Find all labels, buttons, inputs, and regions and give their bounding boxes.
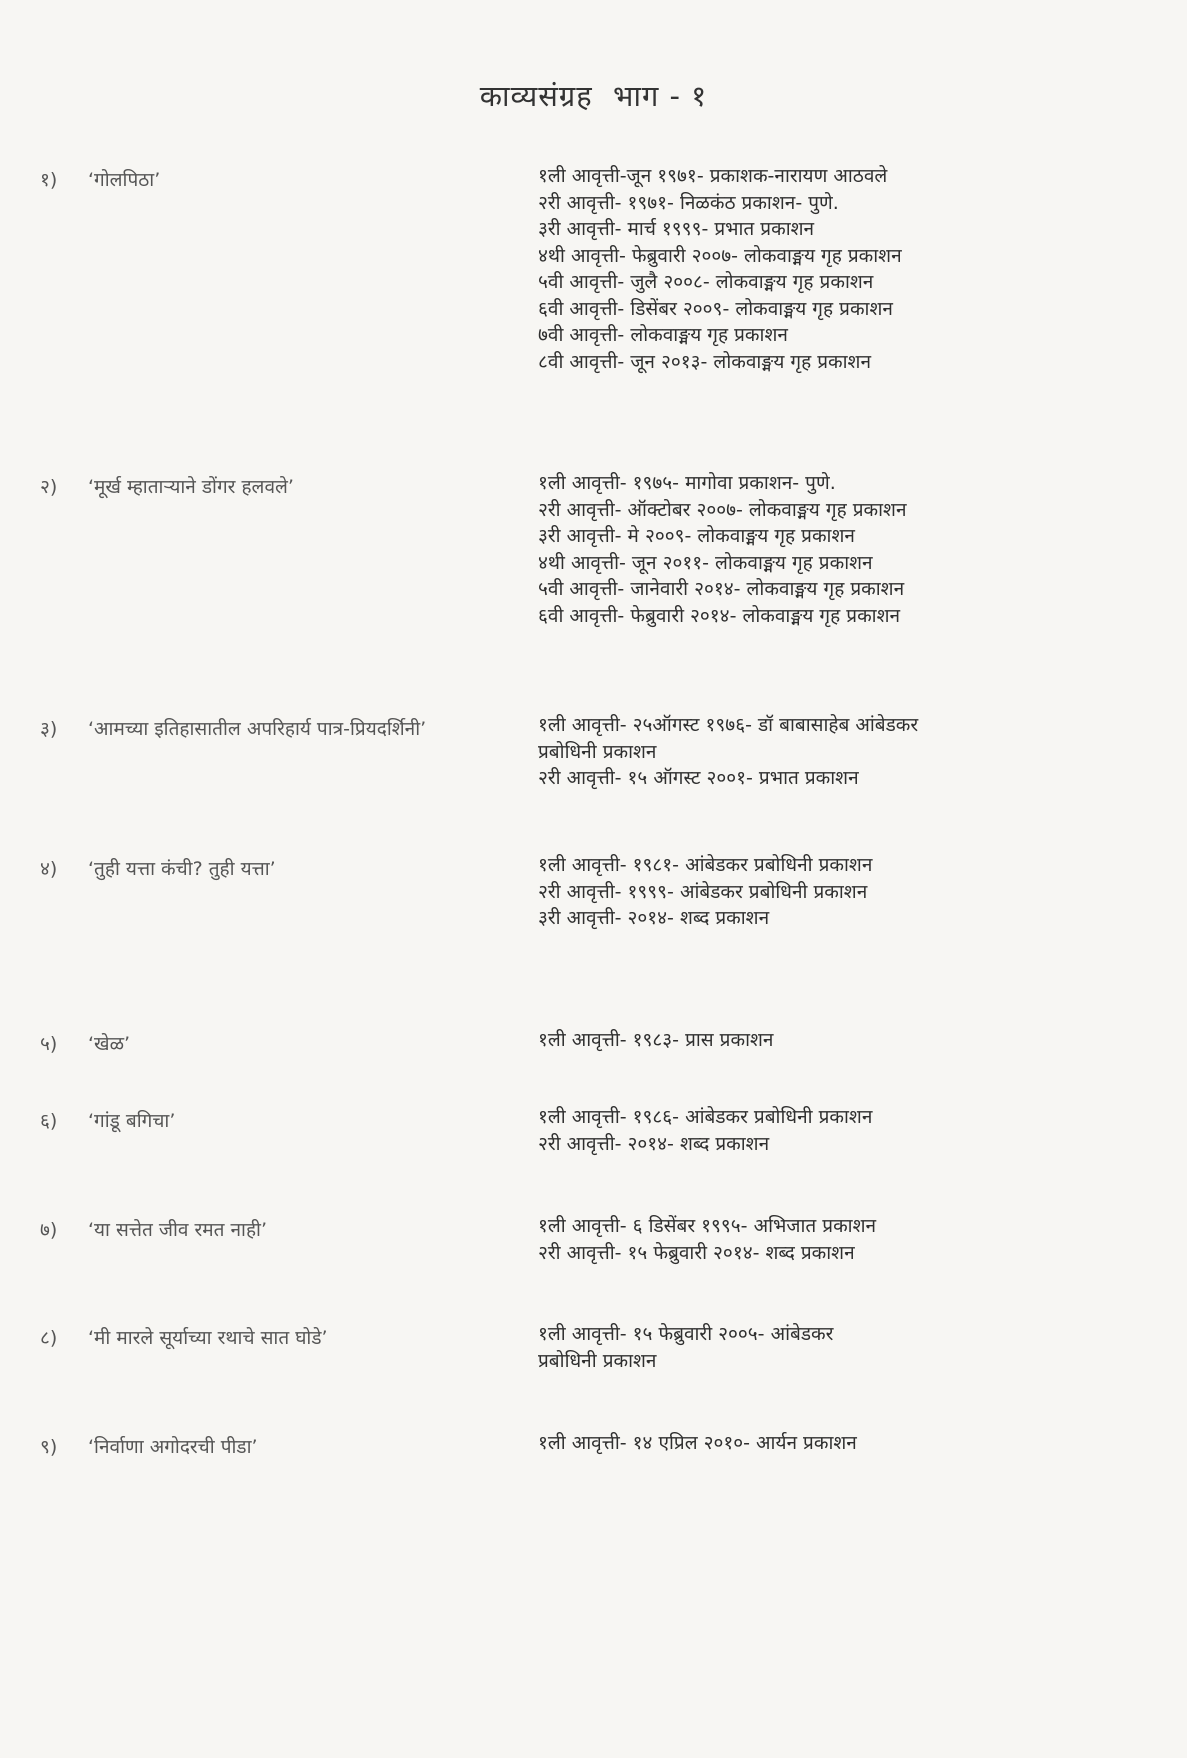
edition-line: २री आवृत्ती- ऑक्टोबर २००७- लोकवाङ्मय गृह प्रकाशन	[538, 498, 907, 521]
entry-number: १)	[40, 169, 58, 191]
edition-list	[538, 1107, 1008, 1160]
edition-line: ५वी आवृत्ती- जुलै २००८- लोकवाङ्मय गृह प्रकाशन	[538, 271, 874, 293]
edition-line: ४थी आवृत्ती- जून २०११- लोकवाङ्मय गृह प्रकाशन	[538, 551, 873, 574]
page-title: काव्यसंग्रह भाग - १	[479, 79, 708, 113]
edition-line: ७वी आवृत्ती- लोकवाङ्मय गृह प्रकाशन	[538, 324, 788, 346]
edition-line: ३री आवृत्ती- २०१४- शब्द प्रकाशन	[538, 907, 770, 929]
edition-line: ३री आवृत्ती- मार्च १९९९- प्रभात प्रकाशन	[538, 218, 815, 240]
work-title: ‘गांडू बगिचा’	[88, 1110, 176, 1132]
edition-list	[538, 166, 1008, 378]
entry-number: ५)	[40, 1033, 58, 1055]
edition-line: १ली आवृत्ती- ६ डिसेंबर १९९५- अभिजात प्रकाशन	[538, 1215, 877, 1237]
work-title: ‘गोलपिठा’	[88, 169, 161, 191]
entry-number: ४)	[40, 858, 58, 880]
edition-line: ८वी आवृत्ती- जून २०१३- लोकवाङ्मय गृह प्रकाशन	[538, 350, 872, 373]
work-title: ‘या सत्तेत जीव रमत नाही’	[88, 1219, 268, 1241]
edition-line: १ली आवृत्ती- १९८१- आंबेडकर प्रबोधिनी प्रकाशन	[538, 854, 873, 876]
edition-line: १ली आवृत्ती- १९७५- मागोवा प्रकाशन- पुणे.	[538, 472, 836, 494]
entry-number: ९)	[40, 1436, 58, 1458]
edition-line: १ली आवृत्ती- २५ऑगस्ट १९७६- डॉ बाबासाहेब आंबेडकर	[538, 714, 919, 736]
edition-list	[538, 1216, 1008, 1269]
edition-line: १ली आवृत्ती- १९८६- आंबेडकर प्रबोधिनी प्रकाशन	[538, 1106, 873, 1128]
edition-line: २री आवृत्ती- १९९९- आंबेडकर प्रबोधिनी प्रकाशन	[538, 880, 868, 903]
edition-list	[538, 1030, 1008, 1057]
edition-line: २री आवृत्ती- २०१४- शब्द प्रकाशन	[538, 1132, 770, 1155]
work-title: ‘तुही यत्ता कंची? तुही यत्ता’	[88, 858, 276, 880]
edition-list	[538, 1433, 1008, 1460]
edition-line: ५वी आवृत्ती- जानेवारी २०१४- लोकवाङ्मय गृह प्रकाशन	[538, 578, 905, 600]
entry-number: ७)	[40, 1219, 58, 1241]
work-title: ‘आमच्या इतिहासातील अपरिहार्य पात्र-प्रियदर्शिनी’	[88, 718, 427, 740]
work-title: ‘निर्वाणा अगोदरची पीडा’	[88, 1436, 258, 1458]
edition-list	[538, 1324, 1008, 1377]
work-title: ‘मी मारले सूर्याच्या रथाचे सात घोडे’	[88, 1327, 328, 1349]
entry-number: २)	[40, 476, 58, 498]
edition-line: १ली आवृत्ती-जून १९७१- प्रकाशक-नारायण आठवले	[538, 165, 888, 187]
edition-line: ६वी आवृत्ती- फेब्रुवारी २०१४- लोकवाङ्मय गृह प्रकाशन	[538, 604, 901, 627]
edition-line: २री आवृत्ती- १९७१- निळकंठ प्रकाशन- पुणे.	[538, 191, 839, 214]
edition-list	[538, 473, 1008, 632]
edition-line: प्रबोधिनी प्रकाशन	[538, 740, 657, 763]
work-title: ‘खेळ’	[88, 1033, 131, 1055]
entry-number: ३)	[40, 718, 58, 740]
entry-number: ६)	[40, 1110, 58, 1132]
edition-line: १ली आवृत्ती- १९८३- प्रास प्रकाशन	[538, 1029, 774, 1051]
edition-list	[538, 715, 1008, 795]
edition-line: २री आवृत्ती- १५ ऑगस्ट २००१- प्रभात प्रकाशन	[538, 767, 859, 789]
edition-list	[538, 855, 1008, 935]
work-title: ‘मूर्ख म्हाताऱ्याने डोंगर हलवले’	[88, 476, 294, 498]
edition-line: ४थी आवृत्ती- फेब्रुवारी २००७- लोकवाङ्मय गृह प्रकाशन	[538, 244, 902, 267]
edition-line: प्रबोधिनी प्रकाशन	[538, 1349, 657, 1372]
edition-line: २री आवृत्ती- १५ फेब्रुवारी २०१४- शब्द प्रकाशन	[538, 1241, 855, 1264]
entry-number: ८)	[40, 1327, 58, 1349]
edition-line: ३री आवृत्ती- मे २००९- लोकवाङ्मय गृह प्रकाशन	[538, 525, 855, 547]
edition-line: १ली आवृत्ती- १४ एप्रिल २०१०- आर्यन प्रकाशन	[538, 1432, 857, 1454]
edition-line: १ली आवृत्ती- १५ फेब्रुवारी २००५- आंबेडकर	[538, 1323, 834, 1345]
edition-line: ६वी आवृत्ती- डिसेंबर २००९- लोकवाङ्मय गृह प्रकाशन	[538, 297, 893, 320]
